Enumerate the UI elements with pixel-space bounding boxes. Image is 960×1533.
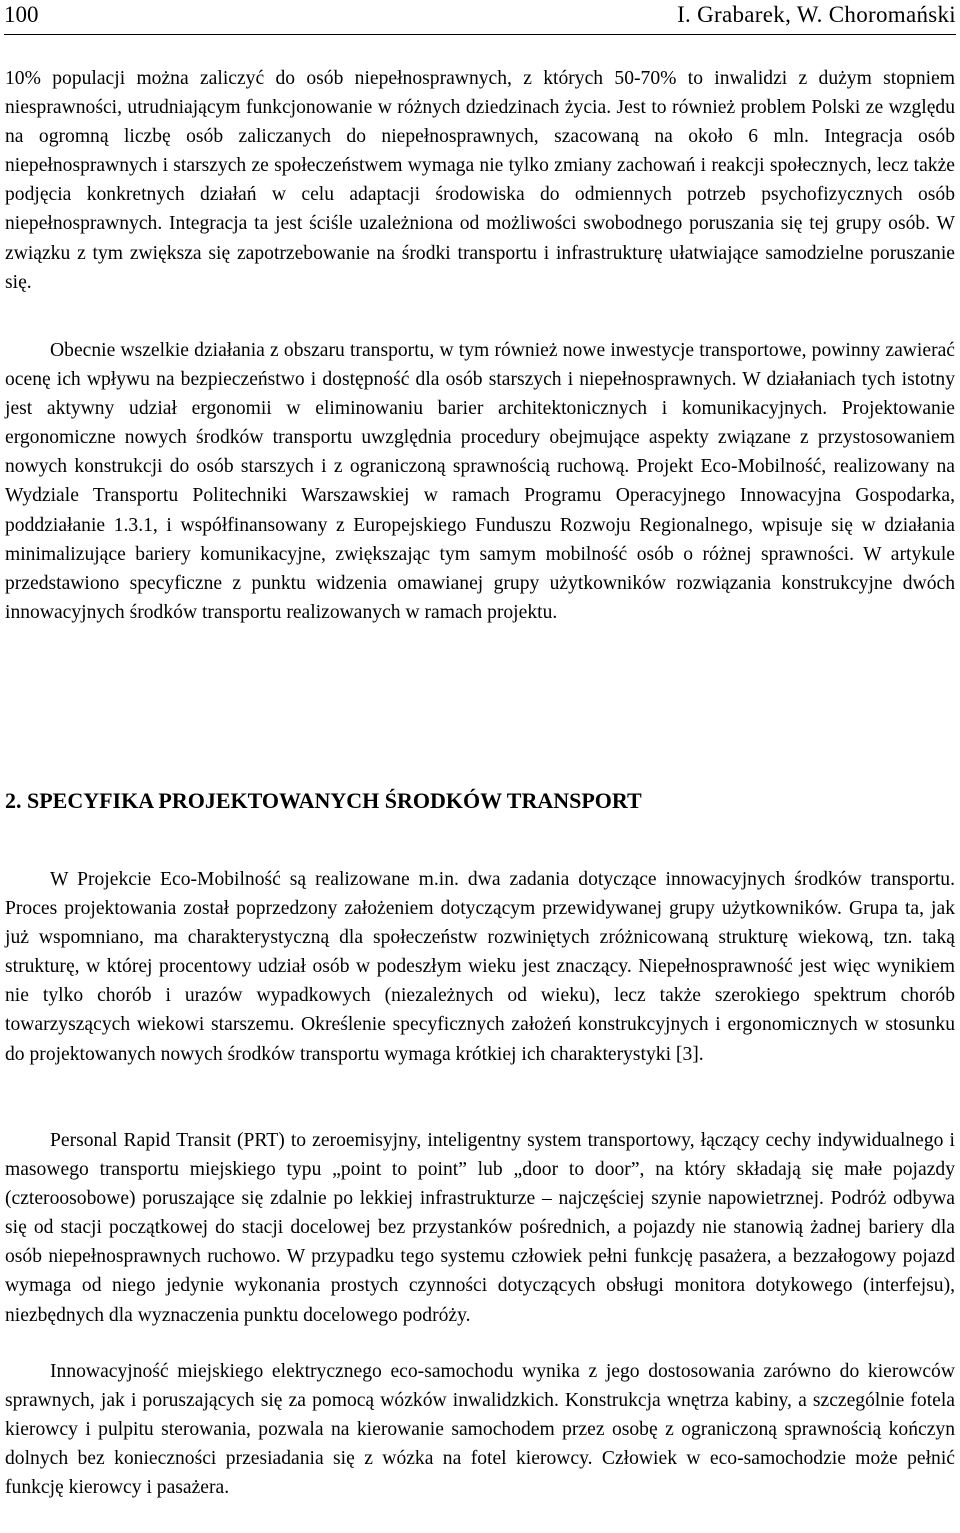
running-head-authors: I. Grabarek, W. Choromański [677, 2, 956, 27]
page-header [4, 0, 956, 35]
section-heading: 2. SPECYFIKA PROJEKTOWANYCH ŚRODKÓW TRANSPORT [5, 788, 642, 813]
body-paragraph-4: Personal Rapid Transit (PRT) to zeroemisyjny, inteligentny system transportowy, łączący cechy indywidualnego i masowego transportu miejskiego typu „point to point” lub „door to door”, na który składają się małe pojazdy (czteroosobowe) poruszające się zdalnie po lekkiej infrastrukturze – najczęściej szynie napowietrznej. Podróż odbywa się od stacji początkowej do stacji docelowej bez przystanków pośrednich, a pojazdy nie stanowią żadnej bariery dla osób niepełnosprawnych ruchowo. W przypadku tego systemu człowiek pełni funkcję pasażera, a bezzałogowy pojazd wymaga od niego jedynie wykonania prostych czynności dotyczących obsługi monitora dotykowego (interfejsu), niezbędnych dla wyznaczenia punktu docelowego podróży. [5, 1130, 955, 1326]
body-paragraph-2: Obecnie wszelkie działania z obszaru transportu, w tym również nowe inwestycje transportowe, powinny zawierać ocenę ich wpływu na bezpieczeństwo i dostępność dla osób starszych i niepełnosprawnych. W działaniach tych istotny jest aktywny udział ergonomii w eliminowaniu barier architektonicznych i komunikacyjnych. Projektowanie ergonomiczne nowych środków transportu uwzględnia procedury obejmujące aspekty związane z przystosowaniem nowych konstrukcji do osób starszych i z ograniczoną sprawnością ruchową. Projekt Eco-Mobilność, realizowany na Wydziale Transportu Politechniki Warszawskiej w ramach Programu Operacyjnego Innowacyjna Gospodarka, poddziałanie 1.3.1, i współfinansowany z Europejskiego Funduszu Rozwoju Regionalnego, wpisuje się w działania minimalizujące bariery komunikacyjne, zwiększając tym samym mobilność osób o różnej sprawności. W artykule przedstawiono specyficzne z punktu widzenia omawianej grupy użytkowników rozwiązania konstrukcyjne dwóch innowacyjnych środków transportu realizowanych w ramach projektu. [5, 340, 955, 623]
page-number: 100 [4, 2, 39, 27]
body-paragraph-3: W Projekcie Eco-Mobilność są realizowane m.in. dwa zadania dotyczące innowacyjnych środków transportu. Proces projektowania został poprzedzony założeniem dotyczącym przewidywanej grupy użytkowników. Grupa ta, jak już wspomniano, ma charakterystyczną dla społeczeństw rozwiniętych zróżnicowaną strukturę wiekową, tzn. taką strukturę, w której procentowy udział osób w podeszłym wieku jest znaczący. Niepełnosprawność jest więc wynikiem nie tylko chorób i urazów wypadkowych (niezależnych od wieku), lecz także szerokiego spektrum chorób towarzyszących wiekowi starszemu. Określenie specyficznych założeń konstrukcyjnych i ergonomicznych w stosunku do projektowanych nowych środków transportu wymaga krótkiej ich charakterystyki [3]. [5, 869, 955, 1065]
body-paragraph-1: 10% populacji można zaliczyć do osób niepełnosprawnych, z których 50-70% to inwalidzi z dużym stopniem niesprawności, utrudniającym funkcjonowanie w różnych dziedzinach życia. Jest to również problem Polski ze względu na ogromną liczbę osób zaliczanych do niepełnosprawnych, szacowaną na około 6 mln. Integracja osób niepełnosprawnych i starszych ze społeczeństwem wymaga nie tylko zmiany zachowań i reakcji społecznych, lecz także podjęcia konkretnych działań w celu adaptacji środowiska do odmiennych potrzeb psychofizycznych osób niepełnosprawnych. Integracja ta jest ściśle uzależniona od możliwości swobodnego poruszania się tej grupy osób. W związku z tym zwiększa się zapotrzebowanie na środki transportu i infrastrukturę ułatwiające samodzielne poruszanie się. [5, 68, 955, 293]
body-paragraph-5: Innowacyjność miejskiego elektrycznego eco-samochodu wynika z jego dostosowania zarówno do kierowców sprawnych, jak i poruszających się za pomocą wózków inwalidzkich. Konstrukcja wnętrza kabiny, a szczególnie fotela kierowcy i pulpitu sterowania, pozwala na kierowanie samochodem przez osobę z ograniczoną sprawnością kończyn dolnych bez konieczności przesiadania się z wózka na fotel kierowcy. Człowiek w eco-samochodzie może pełnić funkcję kierowcy i pasażera. [5, 1361, 955, 1499]
